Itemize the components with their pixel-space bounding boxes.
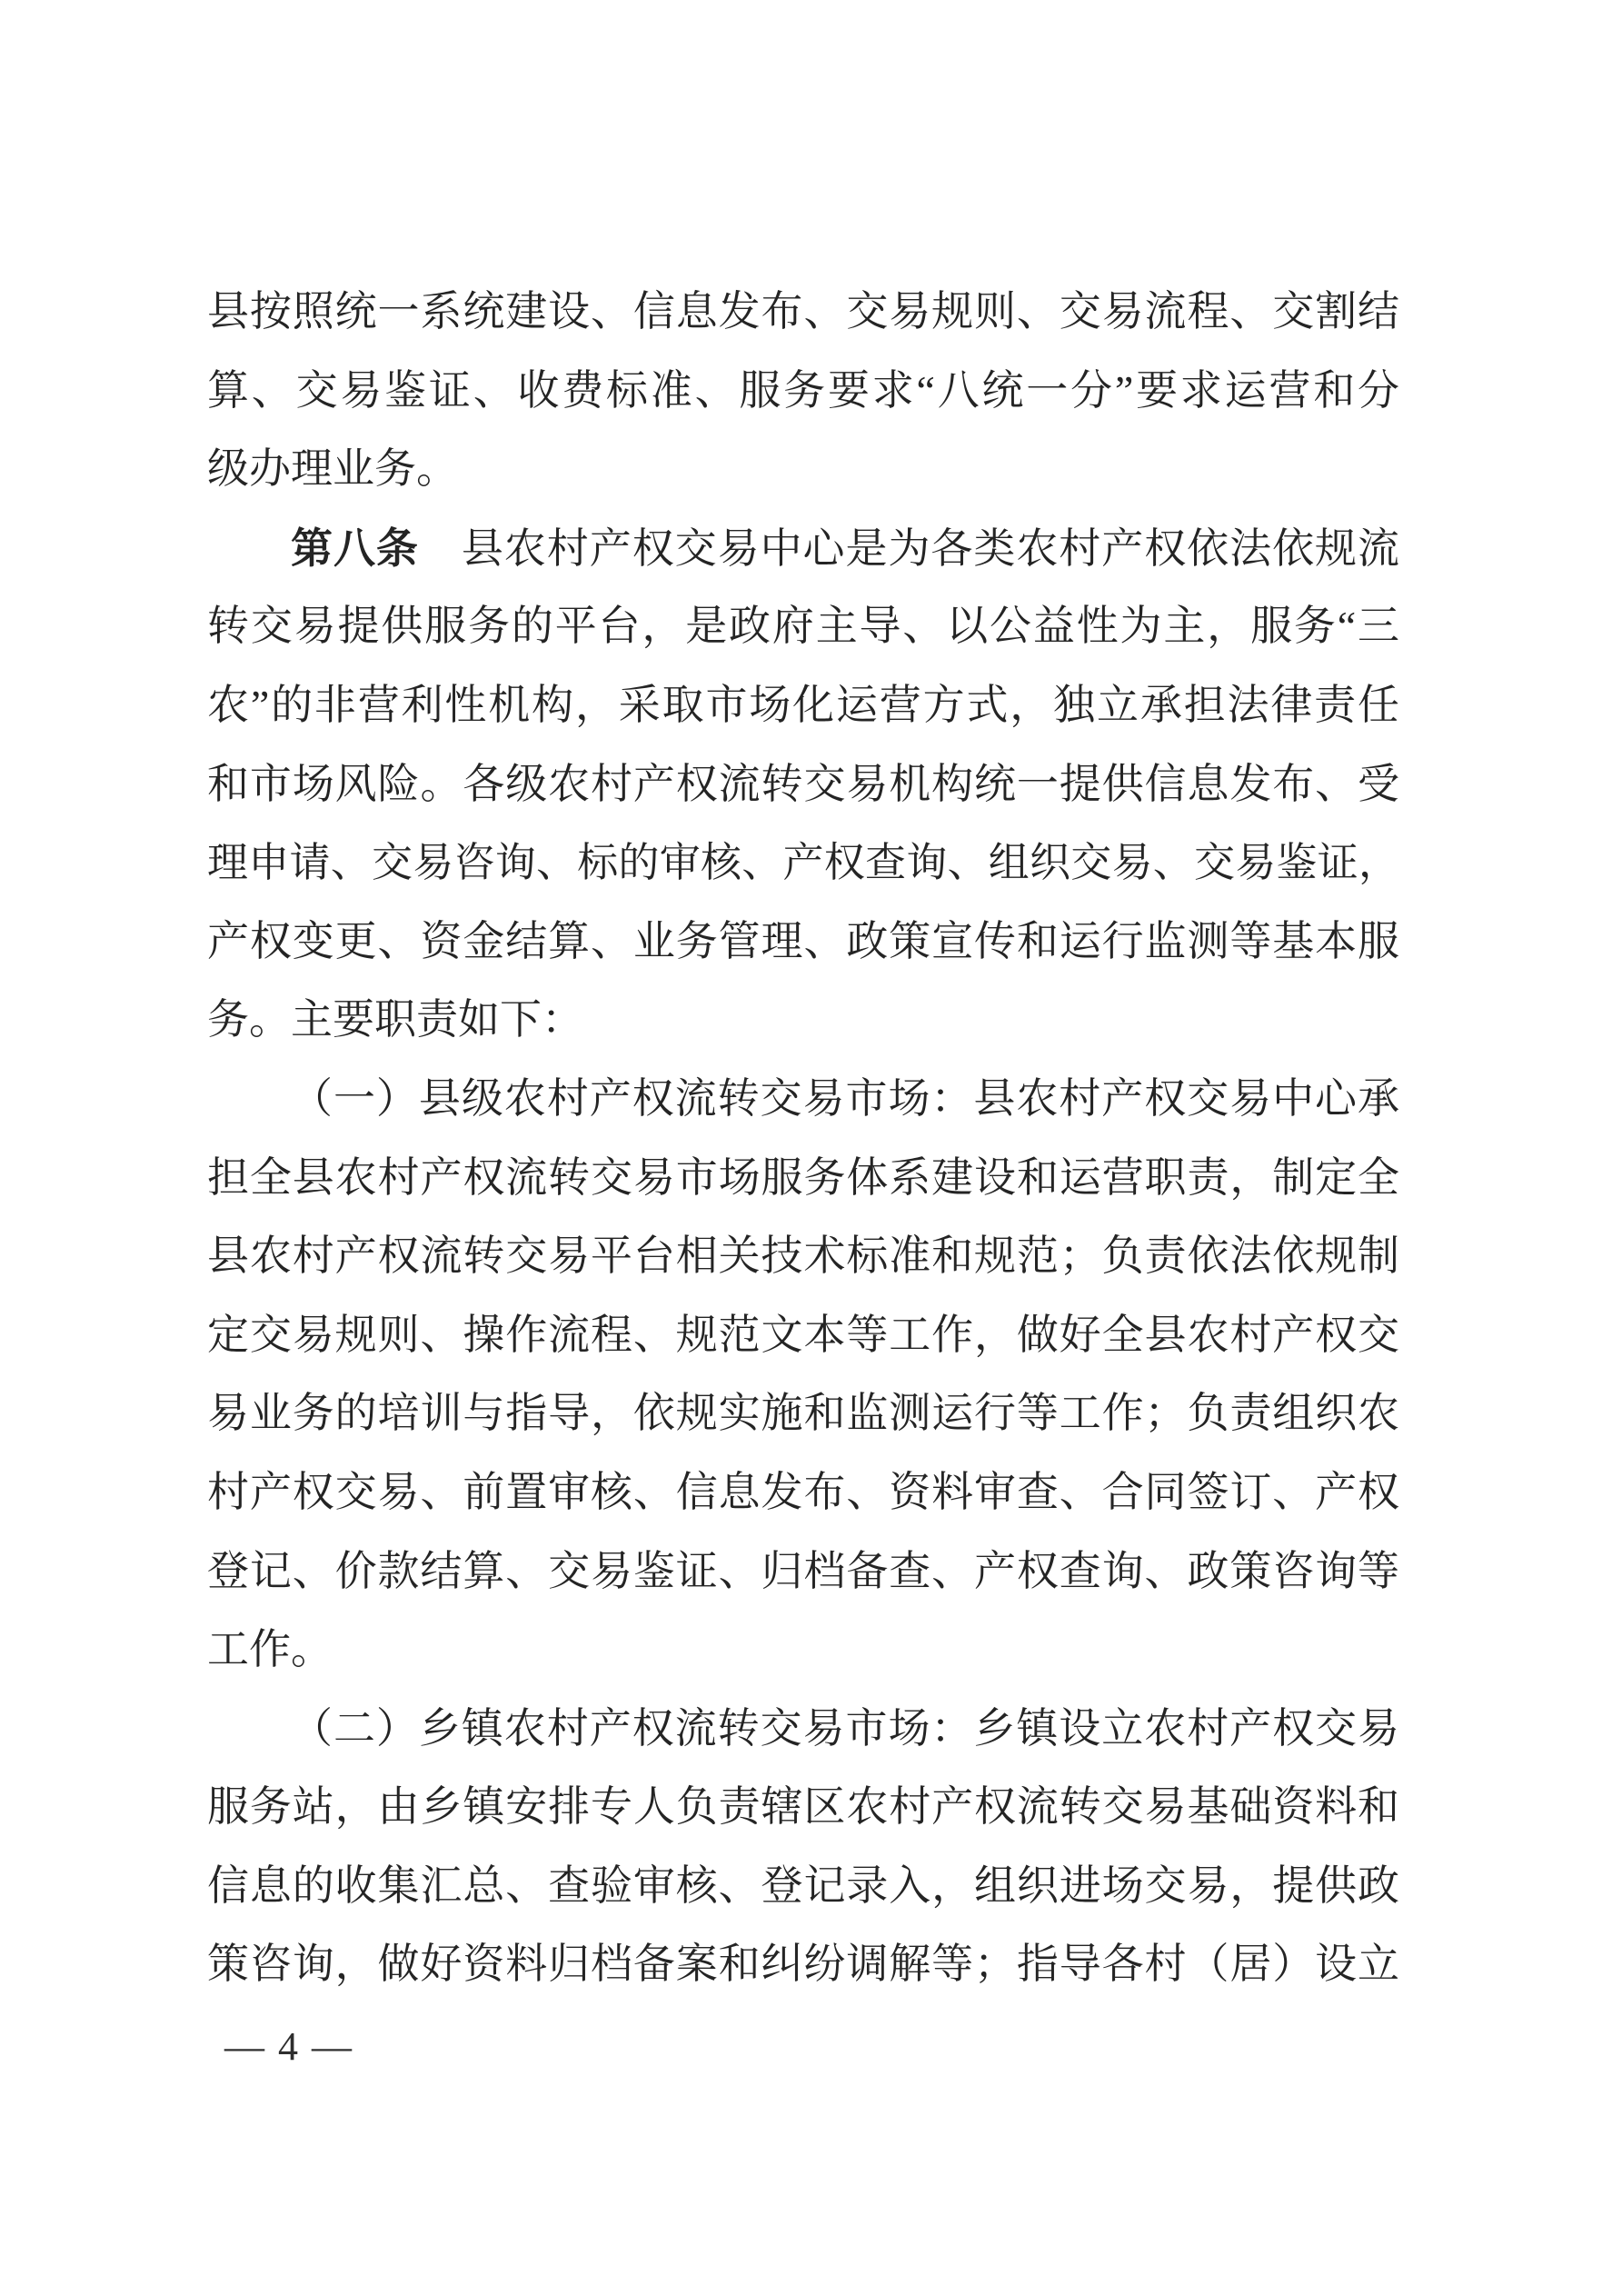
paragraph-end-line: 级办理业务。 [207, 445, 458, 493]
list-item-line: （一）县级农村产权流转交易市场：县农村产权交易中心承 [291, 1074, 1399, 1122]
text-line: 村产权交易、前置审核、信息发布、资料审查、合同签订、产权 [207, 1468, 1399, 1515]
text-line: 县按照统一系统建设、信息发布、交易规则、交易流程、交割结 [207, 288, 1399, 334]
document-page-body [207, 273, 1399, 2004]
text-line: 信息的收集汇总、查验审核、登记录入，组织进场交易，提供政 [207, 1862, 1399, 1909]
text-line: 和市场风险。各级农村产权流转交易机构统一提供信息发布、受 [207, 760, 1399, 807]
paragraph-end-line: 工作。 [207, 1626, 333, 1673]
article-heading-line [207, 509, 1399, 588]
text-line: 产权变更、资金结算、业务管理、政策宣传和运行监测等基本服 [207, 917, 1399, 964]
article-number: 第八条 [291, 524, 419, 572]
text-line: 算、交易鉴证、收费标准、服务要求“八统一分”要求运营和分 [207, 366, 1399, 414]
text-line: 服务站，由乡镇安排专人负责辖区农村产权流转交易基础资料和 [207, 1783, 1399, 1831]
text-line: 转交易提供服务的平台，是政府主导、以公益性为主，服务“三 [207, 603, 1399, 650]
text-line: 登记、价款结算、交易鉴证、归档备查、产权查询、政策咨询等 [207, 1547, 1399, 1594]
text-line: 担全县农村产权流转交易市场服务体系建设和运营职责，制定全 [207, 1153, 1399, 1201]
text-line: 理申请、交易咨询、标的审核、产权查询、组织交易、交易鉴证， [207, 840, 1399, 886]
text-line: 定交易规则、操作流程、规范文本等工作，做好全县农村产权交 [207, 1311, 1399, 1358]
text-line: 农”的非营利性机构，采取市场化运营方式，独立承担法律责任 [207, 681, 1399, 728]
list-item-line: （二）乡镇农村产权流转交易市场：乡镇设立农村产权交易 [291, 1704, 1399, 1752]
text-line: 县农村产权流转交易平台相关技术标准和规范；负责依法依规制 [207, 1233, 1399, 1280]
text-line: 易业务的培训与指导，依规实施和监测运行等工作；负责组织农 [207, 1390, 1399, 1437]
text-line: 策咨询，做好资料归档备案和纠纷调解等；指导各村（居）设立 [207, 1941, 1399, 1988]
article-text: 县农村产权交易中心是为各类农村产权依法依规流 [418, 524, 1399, 572]
page-number: — 4 — [224, 2024, 353, 2069]
paragraph-end-line: 务。主要职责如下： [207, 996, 583, 1043]
